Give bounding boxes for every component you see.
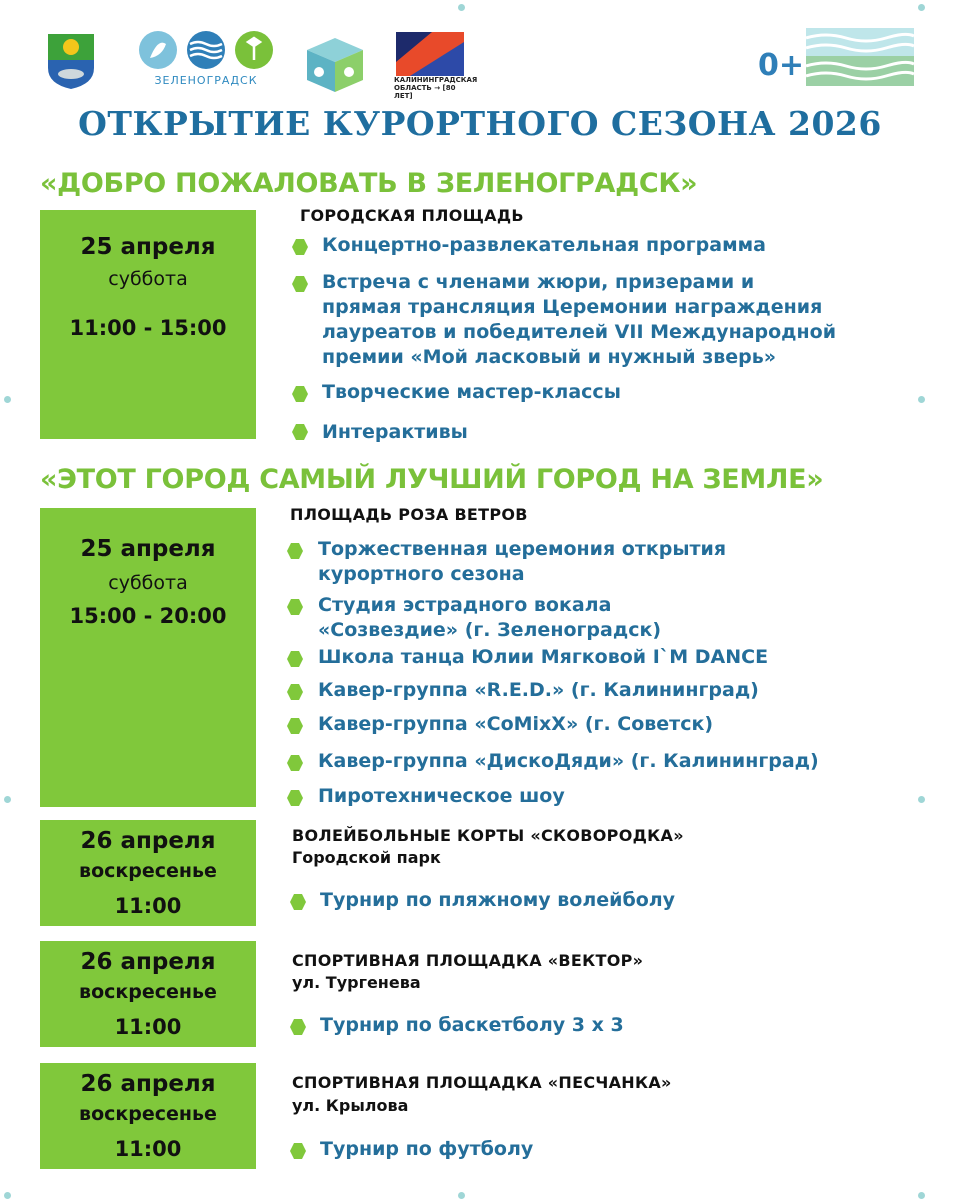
place-label: Городской парк bbox=[292, 848, 441, 867]
bullet-icon bbox=[287, 684, 303, 700]
decor-dot bbox=[458, 1192, 465, 1199]
venue-label: ВОЛЕЙБОЛЬНЫЕ КОРТЫ «СКОВОРОДКА» bbox=[292, 826, 684, 845]
bullet-icon bbox=[292, 276, 308, 292]
date-label: 26 апреля bbox=[80, 1071, 216, 1097]
time-label: 11:00 bbox=[114, 1015, 182, 1039]
date-label: 25 апреля bbox=[80, 234, 216, 260]
bullet-icon bbox=[292, 239, 308, 255]
decor-dot bbox=[4, 396, 11, 403]
bullet-icon bbox=[290, 894, 306, 910]
section-title-welcome: «ДОБРО ПОЖАЛОВАТЬ В ЗЕЛЕНОГРАДСК» bbox=[40, 168, 698, 199]
list-item: Турнир по пляжному волейболу bbox=[320, 889, 676, 911]
list-item: Концертно-развлекательная программа bbox=[322, 234, 766, 256]
culture-cube-icon bbox=[305, 36, 365, 94]
bullet-icon bbox=[287, 718, 303, 734]
list-item: Кавер-группа «ДискоДяди» (г. Калининград) bbox=[318, 750, 819, 772]
list-item: прямая трансляция Церемонии награждения bbox=[322, 296, 823, 318]
date-label: 25 апреля bbox=[80, 536, 216, 562]
list-item: Встреча с членами жюри, призерами и bbox=[322, 271, 755, 293]
list-item: Школа танца Юлии Мягковой I`M DANCE bbox=[318, 646, 769, 668]
bullet-icon bbox=[292, 424, 308, 440]
list-item: Студия эстрадного вокала bbox=[318, 594, 612, 616]
zelenogradsk-logo-icon bbox=[138, 30, 274, 70]
list-item: лауреатов и победителей VII Международной bbox=[322, 321, 837, 343]
decor-dot bbox=[918, 796, 925, 803]
region-logo-icon bbox=[396, 32, 464, 76]
bullet-icon bbox=[292, 386, 308, 402]
decor-dot bbox=[4, 796, 11, 803]
date-box-volleyball bbox=[40, 820, 256, 926]
list-item: Турнир по футболу bbox=[320, 1138, 534, 1160]
list-item: Творческие мастер-классы bbox=[322, 381, 621, 403]
list-item: курортного сезона bbox=[318, 563, 525, 585]
venue-label: СПОРТИВНАЯ ПЛОЩАДКА «ПЕСЧАНКА» bbox=[292, 1073, 672, 1092]
city-logo-text: ЗЕЛЕНОГРАДСК bbox=[154, 74, 258, 87]
header-logos bbox=[0, 26, 960, 100]
weekday-label: воскресенье bbox=[79, 981, 217, 1003]
bullet-icon bbox=[287, 651, 303, 667]
section-title-best-city: «ЭТОТ ГОРОД САМЫЙ ЛУЧШИЙ ГОРОД НА ЗЕМЛЕ» bbox=[40, 464, 824, 495]
venue-label: ГОРОДСКАЯ ПЛОЩАДЬ bbox=[300, 206, 524, 225]
decor-dot bbox=[458, 4, 465, 11]
decor-dot bbox=[4, 1192, 11, 1199]
waves-logo-icon bbox=[806, 28, 914, 86]
list-item: Пиротехническое шоу bbox=[318, 785, 565, 807]
time-label: 11:00 bbox=[114, 1137, 182, 1161]
list-item: «Созвездие» (г. Зеленоградск) bbox=[318, 619, 662, 641]
weekday-label: суббота bbox=[108, 572, 188, 594]
time-label: 11:00 - 15:00 bbox=[69, 316, 227, 340]
date-box-section-1 bbox=[40, 210, 256, 439]
decor-dot bbox=[918, 1192, 925, 1199]
date-label: 26 апреля bbox=[80, 949, 216, 975]
decor-dot bbox=[918, 396, 925, 403]
weekday-label: воскресенье bbox=[79, 1103, 217, 1125]
date-box-basketball bbox=[40, 941, 256, 1047]
place-label: ул. Крылова bbox=[292, 1096, 409, 1115]
page-title: ОТКРЫТИЕ КУРОРТНОГО СЕЗОНА 2026 bbox=[78, 104, 882, 143]
region-logo-text: КАЛИНИНГРАДСКАЯ ОБЛАСТЬ → [80 ЛЕТ] bbox=[394, 76, 478, 100]
bullet-icon bbox=[287, 543, 303, 559]
bullet-icon bbox=[287, 599, 303, 615]
venue-label: ПЛОЩАДЬ РОЗА ВЕТРОВ bbox=[290, 505, 528, 524]
weekday-label: воскресенье bbox=[79, 860, 217, 882]
weekday-label: суббота bbox=[108, 268, 188, 290]
list-item: Турнир по баскетболу 3 х 3 bbox=[320, 1014, 624, 1036]
age-rating: 0+ bbox=[758, 48, 805, 83]
list-item: Кавер-группа «R.E.D.» (г. Калининград) bbox=[318, 679, 759, 701]
time-label: 11:00 bbox=[114, 894, 182, 918]
coat-of-arms-icon bbox=[46, 32, 96, 90]
bullet-icon bbox=[287, 755, 303, 771]
bullet-icon bbox=[290, 1143, 306, 1159]
list-item: Торжественная церемония открытия bbox=[318, 538, 727, 560]
bullet-icon bbox=[290, 1019, 306, 1035]
decor-dot bbox=[918, 4, 925, 11]
list-item: Интерактивы bbox=[322, 421, 468, 443]
bullet-icon bbox=[287, 790, 303, 806]
date-box-football bbox=[40, 1063, 256, 1169]
venue-label: СПОРТИВНАЯ ПЛОЩАДКА «ВЕКТОР» bbox=[292, 951, 644, 970]
date-box-section-2 bbox=[40, 508, 256, 807]
list-item: Кавер-группа «CoMixX» (г. Советск) bbox=[318, 713, 714, 735]
time-label: 15:00 - 20:00 bbox=[69, 604, 227, 628]
place-label: ул. Тургенева bbox=[292, 973, 421, 992]
date-label: 26 апреля bbox=[80, 828, 216, 854]
list-item: премии «Мой ласковый и нужный зверь» bbox=[322, 346, 777, 368]
